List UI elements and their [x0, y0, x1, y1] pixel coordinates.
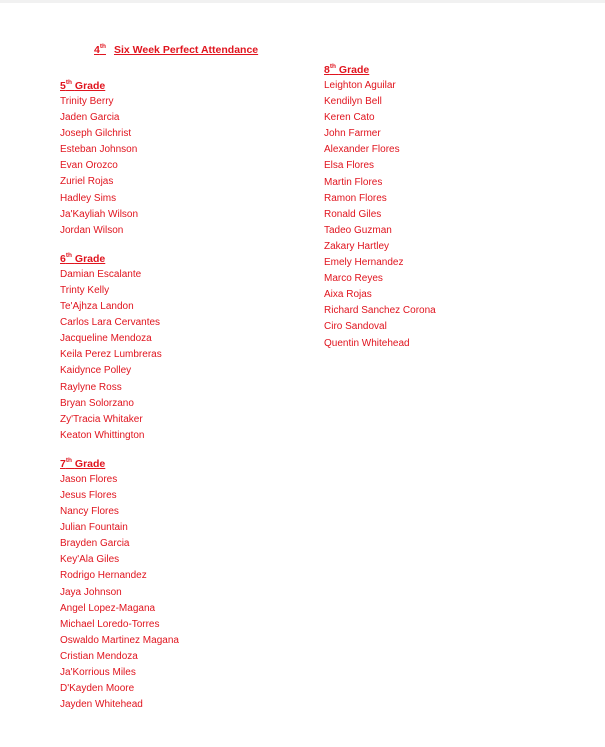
- student-name: Carlos Lara Cervantes: [60, 317, 161, 329]
- student-name: Rodrigo Hernandez: [60, 570, 147, 582]
- student-name: Jason Flores: [60, 473, 118, 485]
- student-name: Hadley Sims: [60, 192, 117, 204]
- student-name: Martin Flores: [324, 176, 383, 188]
- student-name-list: [60, 94, 310, 239]
- student-name: Joseph Gilchrist: [60, 128, 132, 140]
- student-name: Bryan Solorzano: [60, 397, 134, 409]
- grade-word: Grade: [74, 252, 106, 265]
- student-name: Zuriel Rojas: [60, 176, 114, 188]
- student-name: Raylyne Ross: [60, 381, 122, 393]
- title-ordinal-suffix: th: [99, 43, 106, 50]
- student-name: Ciro Sandoval: [324, 321, 387, 333]
- grade-heading: [60, 456, 310, 472]
- grade-section-8: [324, 62, 574, 352]
- grade-ordinal-suffix: th: [65, 456, 72, 464]
- student-name: Oswaldo Martinez Magana: [60, 634, 179, 646]
- student-name: Kendilyn Bell: [324, 96, 382, 108]
- student-name: Marco Reyes: [324, 273, 383, 285]
- grade-word: Grade: [338, 64, 370, 76]
- student-name: Aixa Rojas: [324, 289, 372, 301]
- student-name: Keaton Whittington: [60, 429, 145, 441]
- student-name: Julian Fountain: [60, 522, 128, 534]
- student-name: Jaden Garcia: [60, 112, 120, 124]
- title-text: Six Week Perfect Attendance: [113, 44, 259, 56]
- student-name: Keren Cato: [324, 112, 375, 124]
- student-name: Quentin Whitehead: [324, 337, 410, 349]
- grade-section-6: [60, 251, 310, 444]
- grade-word: Grade: [74, 80, 106, 92]
- grade-section-5: [60, 78, 310, 239]
- student-name: Jacqueline Mendoza: [60, 333, 152, 345]
- student-name: Elsa Flores: [324, 160, 375, 172]
- student-name: Cristian Mendoza: [60, 650, 138, 662]
- student-name-list: [60, 267, 310, 444]
- page-title: [94, 44, 258, 56]
- grade-number: 6: [60, 252, 66, 265]
- student-name: Jordan Wilson: [60, 224, 124, 236]
- student-name: Michael Loredo-Torres: [60, 618, 160, 630]
- grade-heading: [60, 78, 310, 94]
- student-name: Nancy Flores: [60, 506, 119, 518]
- student-name: Jesus Flores: [60, 489, 117, 501]
- student-name: Brayden Garcia: [60, 538, 130, 550]
- student-name: Leighton Aguilar: [324, 80, 396, 91]
- student-name: Esteban Johnson: [60, 144, 138, 156]
- student-name: Damian Escalante: [60, 268, 142, 280]
- student-name: Evan Orozco: [60, 160, 118, 172]
- student-name: Ja'Korrious Miles: [60, 667, 136, 678]
- student-name: Angel Lopez-Magana: [60, 602, 156, 614]
- student-name-list: [60, 472, 310, 713]
- student-name: Trinity Berry: [60, 96, 114, 107]
- title-ordinal-number: 4: [94, 44, 100, 56]
- student-name: Ramon Flores: [324, 192, 387, 204]
- grade-number: 7: [60, 457, 66, 470]
- grade-ordinal-suffix: th: [65, 251, 72, 259]
- grade-word: Grade: [74, 457, 106, 470]
- student-name: D'Kayden Moore: [60, 683, 135, 695]
- student-name: Alexander Flores: [324, 144, 400, 156]
- student-name: Zy'Tracia Whitaker: [60, 413, 143, 425]
- student-name: Jaya Johnson: [60, 586, 122, 598]
- student-name: Keila Perez Lumbreras: [60, 349, 162, 361]
- grade-heading: [60, 251, 310, 267]
- student-name: Te'Ajhza Landon: [60, 301, 134, 313]
- student-name: Jayden Whitehead: [60, 699, 143, 711]
- left-column: [60, 78, 310, 725]
- student-name: Tadeo Guzman: [324, 224, 392, 236]
- grade-ordinal-suffix: th: [329, 63, 336, 70]
- grade-heading: [324, 62, 574, 78]
- grade-ordinal-suffix: th: [65, 79, 72, 86]
- student-name-list: [324, 78, 574, 352]
- grade-section-7: [60, 456, 310, 713]
- student-name: Emely Hernandez: [324, 257, 404, 269]
- student-name: Ja'Kayliah Wilson: [60, 208, 139, 220]
- right-column: [324, 62, 574, 364]
- student-name: Trinty Kelly: [60, 284, 110, 296]
- student-name: John Farmer: [324, 128, 381, 140]
- student-name: Richard Sanchez Corona: [324, 305, 436, 317]
- student-name: Kaidynce Polley: [60, 365, 132, 377]
- grade-number: 8: [324, 64, 330, 76]
- grade-number: 5: [60, 80, 66, 92]
- student-name: Key'Ala Giles: [60, 554, 120, 566]
- student-name: Zakary Hartley: [324, 240, 390, 252]
- student-name: Ronald Giles: [324, 208, 382, 220]
